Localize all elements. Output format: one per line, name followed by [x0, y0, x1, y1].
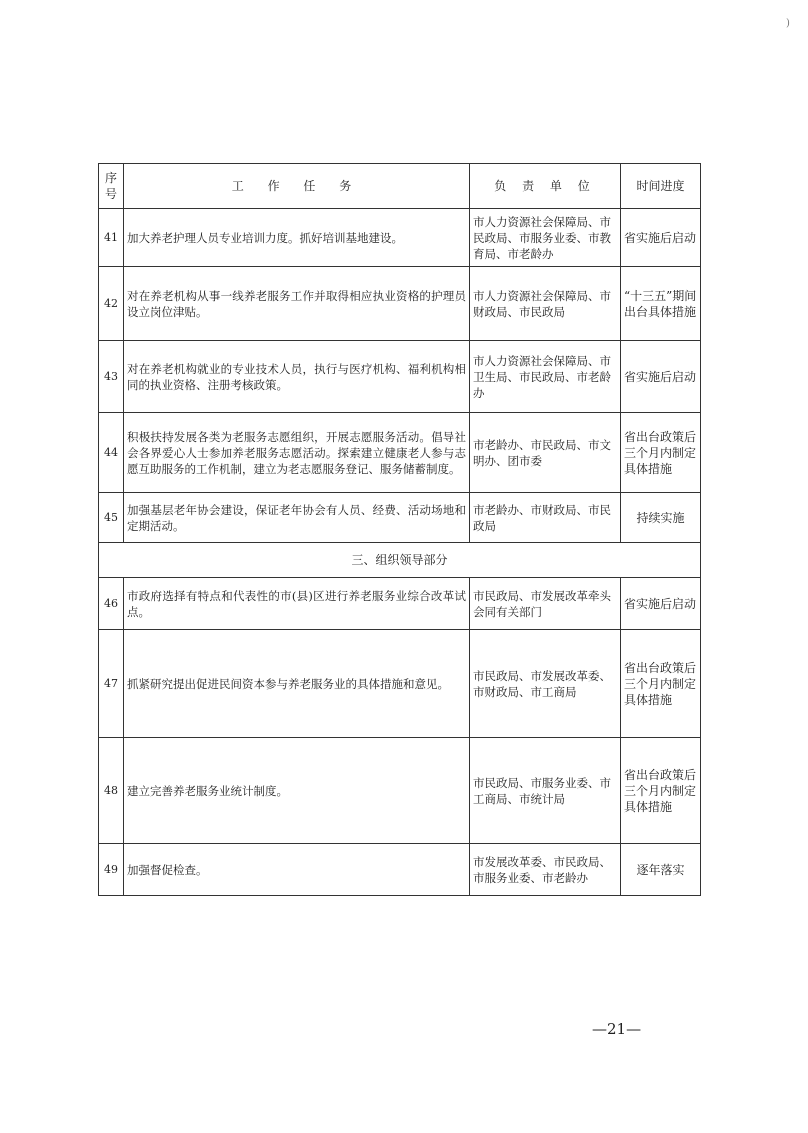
row-time: 省出台政策后三个月内制定具体措施	[621, 738, 701, 844]
table-row	[99, 493, 701, 543]
table-row	[99, 630, 701, 738]
section-title: 三、组织领导部分	[99, 543, 701, 578]
row-no: 49	[99, 844, 124, 896]
row-time: 逐年落实	[621, 844, 701, 896]
row-task: 市政府选择有特点和代表性的市(县)区进行养老服务业综合改革试点。	[124, 578, 470, 630]
row-time: “十三五”期间出台具体措施	[621, 267, 701, 341]
row-task: 对在养老机构从事一线养老服务工作并取得相应执业资格的护理员设立岗位津贴。	[124, 267, 470, 341]
header-time: 时间进度	[621, 164, 701, 209]
row-task: 建立完善养老服务业统计制度。	[124, 738, 470, 844]
task-table	[98, 163, 701, 896]
row-time: 省实施后启动	[621, 578, 701, 630]
row-unit: 市人力资源社会保障局、市民政局、市服务业委、市教育局、市老龄办	[470, 209, 621, 267]
row-time: 省实施后启动	[621, 341, 701, 413]
corner-mark: )	[786, 18, 790, 29]
row-no: 45	[99, 493, 124, 543]
row-unit: 市民政局、市发展改革牵头会同有关部门	[470, 578, 621, 630]
table-row	[99, 738, 701, 844]
header-no: 序号	[99, 164, 124, 209]
row-unit: 市老龄办、市民政局、市文明办、团市委	[470, 413, 621, 493]
row-unit: 市发展改革委、市民政局、市服务业委、市老龄办	[470, 844, 621, 896]
row-task: 积极扶持发展各类为老服务志愿组织，开展志愿服务活动。倡导社会各界爱心人士参加养老服务志愿活动。探索建立健康老人参与志愿互助服务的工作机制，建立为老志愿服务登记、服务储蓄制度。	[124, 413, 470, 493]
row-no: 43	[99, 341, 124, 413]
table-row	[99, 413, 701, 493]
table-header-row	[99, 164, 701, 209]
row-time: 省实施后启动	[621, 209, 701, 267]
row-time: 省出台政策后三个月内制定具体措施	[621, 630, 701, 738]
section-row	[99, 543, 701, 578]
table-row	[99, 209, 701, 267]
row-unit: 市民政局、市发展改革委、市财政局、市工商局	[470, 630, 621, 738]
row-no: 41	[99, 209, 124, 267]
header-unit: 负 责 单 位	[470, 164, 621, 209]
row-unit: 市民政局、市服务业委、市工商局、市统计局	[470, 738, 621, 844]
row-task: 加强督促检查。	[124, 844, 470, 896]
row-no: 46	[99, 578, 124, 630]
row-task: 加强基层老年协会建设，保证老年协会有人员、经费、活动场地和定期活动。	[124, 493, 470, 543]
table-row	[99, 844, 701, 896]
table-row	[99, 341, 701, 413]
page-number: —21—	[592, 1020, 642, 1038]
row-no: 42	[99, 267, 124, 341]
table-row	[99, 578, 701, 630]
header-task: 工 作 任 务	[124, 164, 470, 209]
row-time: 持续实施	[621, 493, 701, 543]
row-task: 抓紧研究提出促进民间资本参与养老服务业的具体措施和意见。	[124, 630, 470, 738]
row-time: 省出台政策后三个月内制定具体措施	[621, 413, 701, 493]
row-unit: 市老龄办、市财政局、市民政局	[470, 493, 621, 543]
table-row	[99, 267, 701, 341]
row-no: 47	[99, 630, 124, 738]
row-task: 对在养老机构就业的专业技术人员，执行与医疗机构、福利机构相同的执业资格、注册考核政策。	[124, 341, 470, 413]
row-unit: 市人力资源社会保障局、市卫生局、市民政局、市老龄办	[470, 341, 621, 413]
row-task: 加大养老护理人员专业培训力度。抓好培训基地建设。	[124, 209, 470, 267]
row-no: 44	[99, 413, 124, 493]
row-unit: 市人力资源社会保障局、市财政局、市民政局	[470, 267, 621, 341]
row-no: 48	[99, 738, 124, 844]
